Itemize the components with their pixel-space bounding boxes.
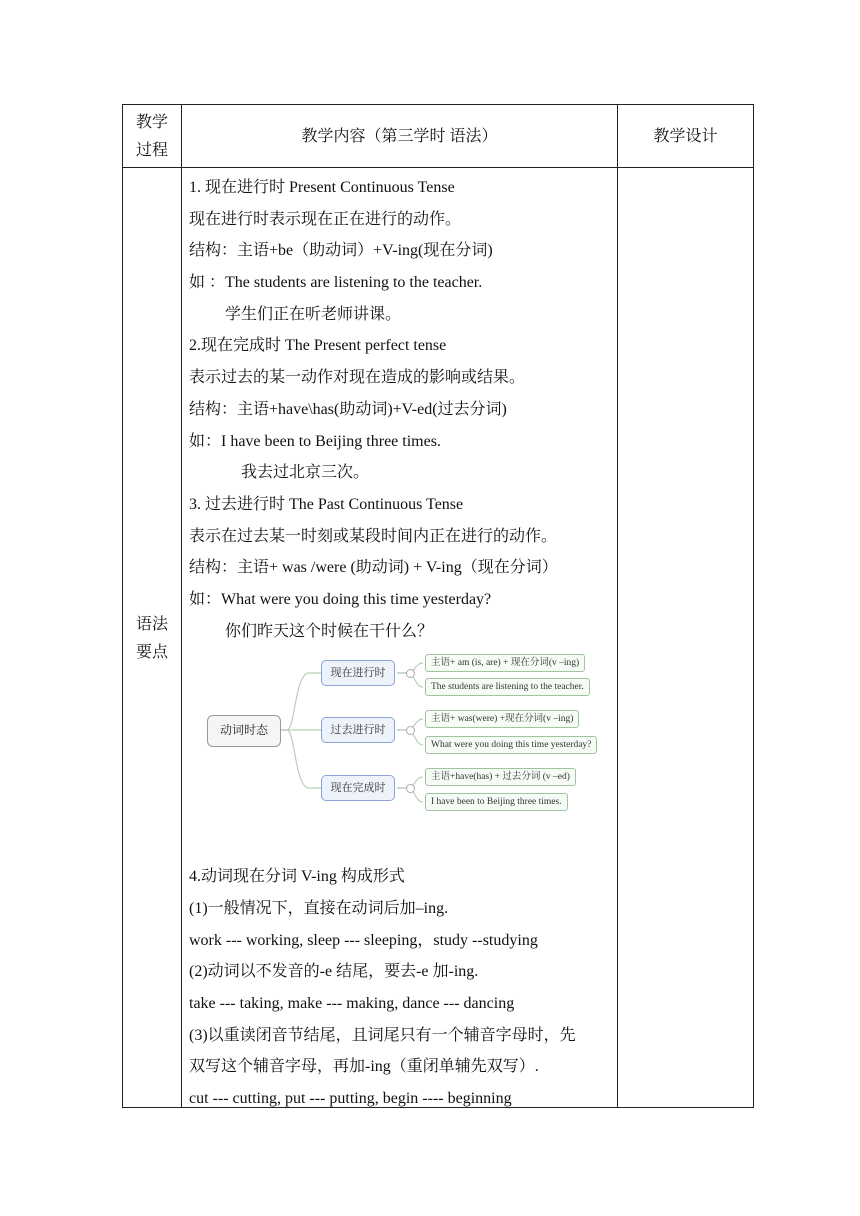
grammar-content <box>189 172 619 1115</box>
text-line: (1)一般情况下，直接在动词后加–ing. <box>189 900 449 917</box>
text-line: 如 ：The students are listening to the teacher. <box>189 274 483 292</box>
text-line: work --- working, sleep --- sleeping，study --studying <box>189 931 538 949</box>
text-line: 你们昨天这个时候在干什么？ <box>225 622 434 640</box>
text-line: 表示在过去某一时刻或某段时间内正在进行的动作。 <box>189 527 558 545</box>
text-line: 我去过北京三次。 <box>241 464 370 482</box>
header-content: 教学内容（第三学时 语法） <box>301 128 498 145</box>
text-line: 如：I have been to Beijing three times. <box>189 432 441 450</box>
header-process: 教学过程 <box>135 114 168 159</box>
mindmap-leaf: 主语+ am (is, are) + 现在分词(v –ing) <box>425 654 585 672</box>
text-line: 双写这个辅音字母，再加-ing（重闭单辅先双写）. <box>189 1058 539 1076</box>
text-line: cut --- cutting, put --- putting, begin ---- beginning <box>189 1090 512 1108</box>
text-line: 结构：主语+be（助动词）+V-ing(现在分词) <box>189 242 493 260</box>
text-line: 结构：主语+ was /were (助动词) + V-ing（现在分词） <box>189 559 558 577</box>
mindmap-node-present-continuous: 现在进行时 <box>321 660 395 686</box>
row-label-grammar: 语法要点 <box>135 616 168 661</box>
mindmap-node-present-perfect: 现在完成时 <box>321 775 395 801</box>
mindmap-leaf: 主语+ was(were) +现在分词(v –ing) <box>425 710 579 728</box>
header-divider <box>123 167 753 168</box>
text-line: (2)动词以不发音的-e 结尾，要去-e 加-ing. <box>189 963 479 981</box>
text-line: take --- taking, make --- making, dance --- dancing <box>189 995 515 1013</box>
text-line: 3. 过去进行时 The Past Continuous Tense <box>189 495 464 513</box>
text-line: 学生们正在听老师讲课。 <box>225 305 402 323</box>
mindmap-leaf: 主语+have(has) + 过去分词 (v –ed) <box>425 768 576 786</box>
text-line: 表示过去的某一动作对现在造成的影响或结果。 <box>189 369 526 387</box>
lesson-table <box>122 104 754 1108</box>
mindmap-root: 动词时态 <box>207 715 281 747</box>
mindmap-leaf: The students are listening to the teacher. <box>425 678 590 696</box>
mindmap-leaf: What were you doing this time yesterday? <box>425 736 597 754</box>
text-line: (3)以重读闭音节结尾，且词尾只有一个辅音字母时，先 <box>189 1026 576 1044</box>
header-design: 教学设计 <box>653 128 718 145</box>
column-divider <box>181 105 182 1107</box>
text-line: 1. 现在进行时 Present Continuous Tense <box>189 179 455 196</box>
text-line: 现在进行时表示现在正在进行的动作。 <box>189 210 462 228</box>
mindmap-node-past-continuous: 过去进行时 <box>321 717 395 743</box>
text-line: 如：What were you doing this time yesterday? <box>189 590 492 608</box>
tense-mindmap <box>199 651 619 861</box>
text-line: 结构：主语+have\has(助动词)+V-ed(过去分词) <box>189 400 507 418</box>
text-line: 2.现在完成时 The Present perfect tense <box>189 337 447 355</box>
text-line: 4.动词现在分词 V-ing 构成形式 <box>189 868 405 886</box>
mindmap-leaf: I have been to Beijing three times. <box>425 793 568 811</box>
